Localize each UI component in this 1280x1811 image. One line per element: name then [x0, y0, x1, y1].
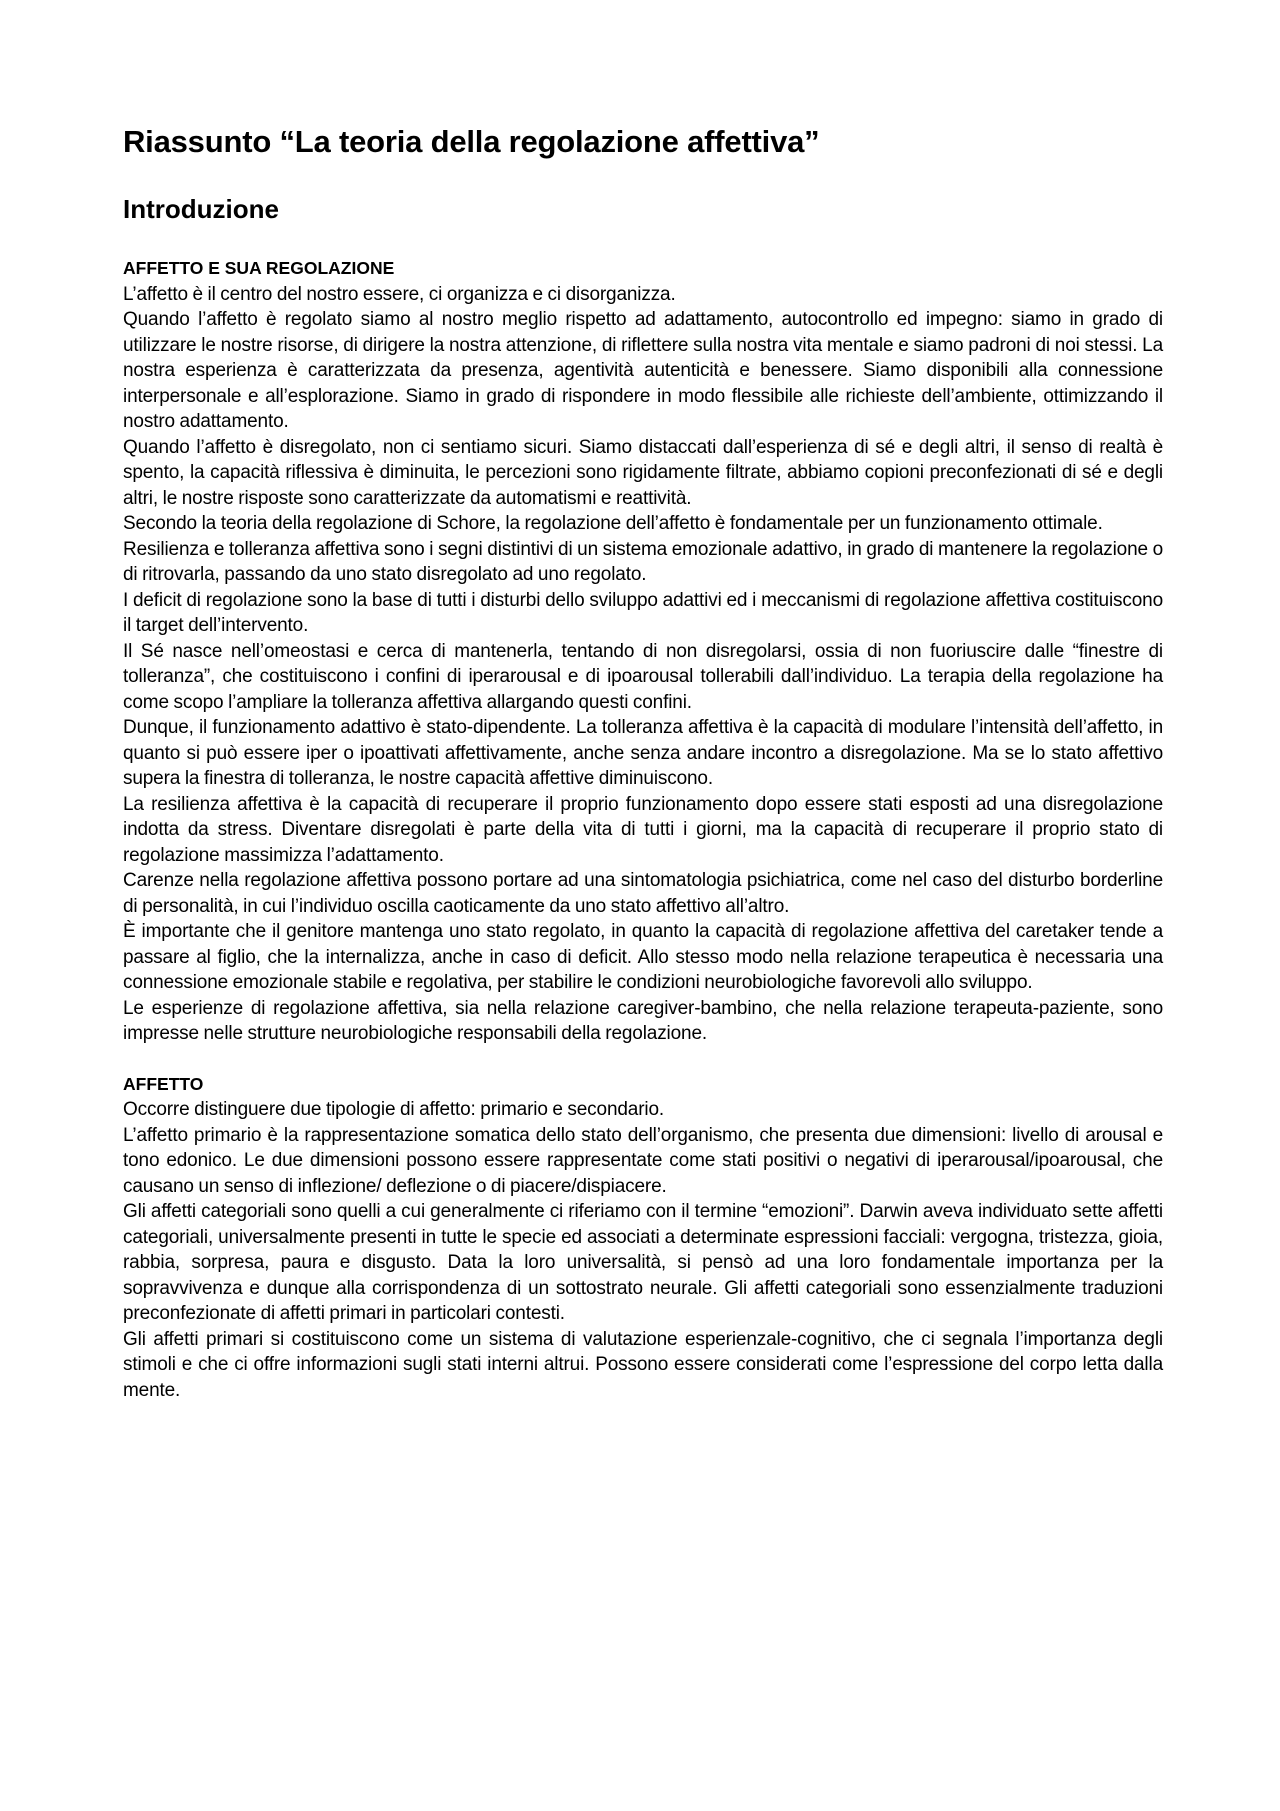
subheading: AFFETTO E SUA REGOLAZIONE [123, 258, 395, 278]
paragraph: L’affetto è il centro del nostro essere, ci organizza e ci disorganizza. [123, 283, 676, 305]
section-title: Introduzione [123, 194, 279, 224]
paragraph: Quando l’affetto è disregolato, non ci sentiamo sicuri. Siamo distaccati dall’esperienza di sé e degli altri, il senso di realtà è spento, la capacità riflessiva è diminuita, le percezioni sono rigidamente filtrate, abbiamo copioni preconfezionati di sé e degli altri, le nostre risposte sono caratterizzate da automatismi e reattività. [123, 436, 1163, 509]
paragraph: I deficit di regolazione sono la base di tutti i disturbi dello sviluppo adattivi ed i meccanismi di regolazione affettiva costituiscono il target dell’intervento. [123, 589, 1163, 636]
paragraph: Le esperienze di regolazione affettiva, sia nella relazione caregiver-bambino, che nella relazione terapeuta-paziente, sono impresse nelle strutture neurobiologiche responsabili della regolazione. [123, 997, 1163, 1044]
paragraph: Carenze nella regolazione affettiva possono portare ad una sintomatologia psichiatrica, come nel caso del disturbo borderline di personalità, in cui l’individuo oscilla caoticamente da uno stato affettivo all’altro. [123, 870, 1163, 917]
paragraph: Secondo la teoria della regolazione di Schore, la regolazione dell’affetto è fondamentale per un funzionamento ottimale. [123, 513, 1103, 534]
paragraph: Gli affetti primari si costituiscono come un sistema di valutazione esperienzale-cognitivo, che ci segnala l’importanza degli stimoli e che ci offre informazioni sugli stati interni altrui. Possono essere considerati come l’espressione del corpo letta dalla mente. [123, 1328, 1163, 1401]
paragraph: Resilienza e tolleranza affettiva sono i segni distintivi di un sistema emozionale adattivo, in grado di mantenere la regolazione o di ritrovarla, passando da uno stato disregolato ad uno regolato. [123, 538, 1163, 585]
section-affetto [123, 1072, 1163, 1404]
subheading: AFFETTO [123, 1073, 204, 1094]
paragraph: Il Sé nasce nell’omeostasi e cerca di mantenerla, tentando di non disregolarsi, ossia di non fuoriuscire dalle “finestre di tolleranza”, che costituiscono i confini di iperarousal e di ipoarousal tollerabili dall’individuo. La terapia della regolazione ha come scopo l’ampliare la tolleranza affettiva allargando questi confini. [123, 640, 1163, 713]
document-title: Riassunto “La teoria della regolazione affettiva” [123, 124, 820, 159]
paragraph: Gli affetti categoriali sono quelli a cui generalmente ci riferiamo con il termine “emozioni”. Darwin aveva individuato sette affetti categoriali, universalmente presenti in tutte le specie ed associati a determinate espressioni facciali: vergogna, tristezza, gioia, rabbia, sorpresa, paura e disgusto. Data la loro universalità, si pensò ad una loro fondamentale importanza per la sopravvivenza e dunque alla corrispondenza di un sottostrato neurale. Gli affetti categoriali sono essenzialmente traduzioni preconfezionate di affetti primari in particolari contesti. [123, 1201, 1163, 1324]
document-page [123, 122, 1163, 1428]
paragraph: L’affetto primario è la rappresentazione somatica dello stato dell’organismo, che presenta due dimensioni: livello di arousal e tono edonico. Le due dimensioni possono essere rappresentate come stati positivi o negativi di iperarousal/ipoarousal, che causano un senso di inflezione/ deflezione o di piacere/dispiacere. [123, 1124, 1163, 1197]
section-affetto-e-sua-regolazione [123, 256, 1163, 1047]
paragraph: Occorre distinguere due tipologie di affetto: primario e secondario. [123, 1099, 664, 1120]
paragraph: La resilienza affettiva è la capacità di recuperare il proprio funzionamento dopo essere stati esposti ad una disregolazione indotta da stress. Diventare disregolati è parte della vita di tutti i giorni, ma la capacità di recuperare il proprio stato di regolazione massimizza l’adattamento. [123, 793, 1163, 866]
paragraph: È importante che il genitore mantenga uno stato regolato, in quanto la capacità di regolazione affettiva del caretaker tende a passare al figlio, che la internalizza, anche in caso di deficit. Allo stesso modo nella relazione terapeutica è necessaria una connessione emozionale stabile e regolativa, per stabilire le condizioni neurobiologiche favorevoli allo sviluppo. [123, 921, 1163, 993]
paragraph: Dunque, il funzionamento adattivo è stato-dipendente. La tolleranza affettiva è la capacità di modulare l’intensità dell’affetto, in quanto si può essere iper o ipoattivati affettivamente, anche senza andare incontro a disregolazione. Ma se lo stato affettivo supera la finestra di tolleranza, le nostre capacità affettive diminuiscono. [123, 717, 1163, 789]
paragraph: Quando l’affetto è regolato siamo al nostro meglio rispetto ad adattamento, autocontrollo ed impegno: siamo in grado di utilizzare le nostre risorse, di dirigere la nostra attenzione, di riflettere sulla nostra vita mentale e siamo padroni di noi stessi. La nostra esperienza è caratterizzata da presenza, agentività autenticità e benessere. Siamo disponibili alla connessione interpersonale e all’esplorazione. Siamo in grado di rispondere in modo flessibile alle richieste dell’ambiente, ottimizzando il nostro adattamento. [123, 309, 1163, 432]
